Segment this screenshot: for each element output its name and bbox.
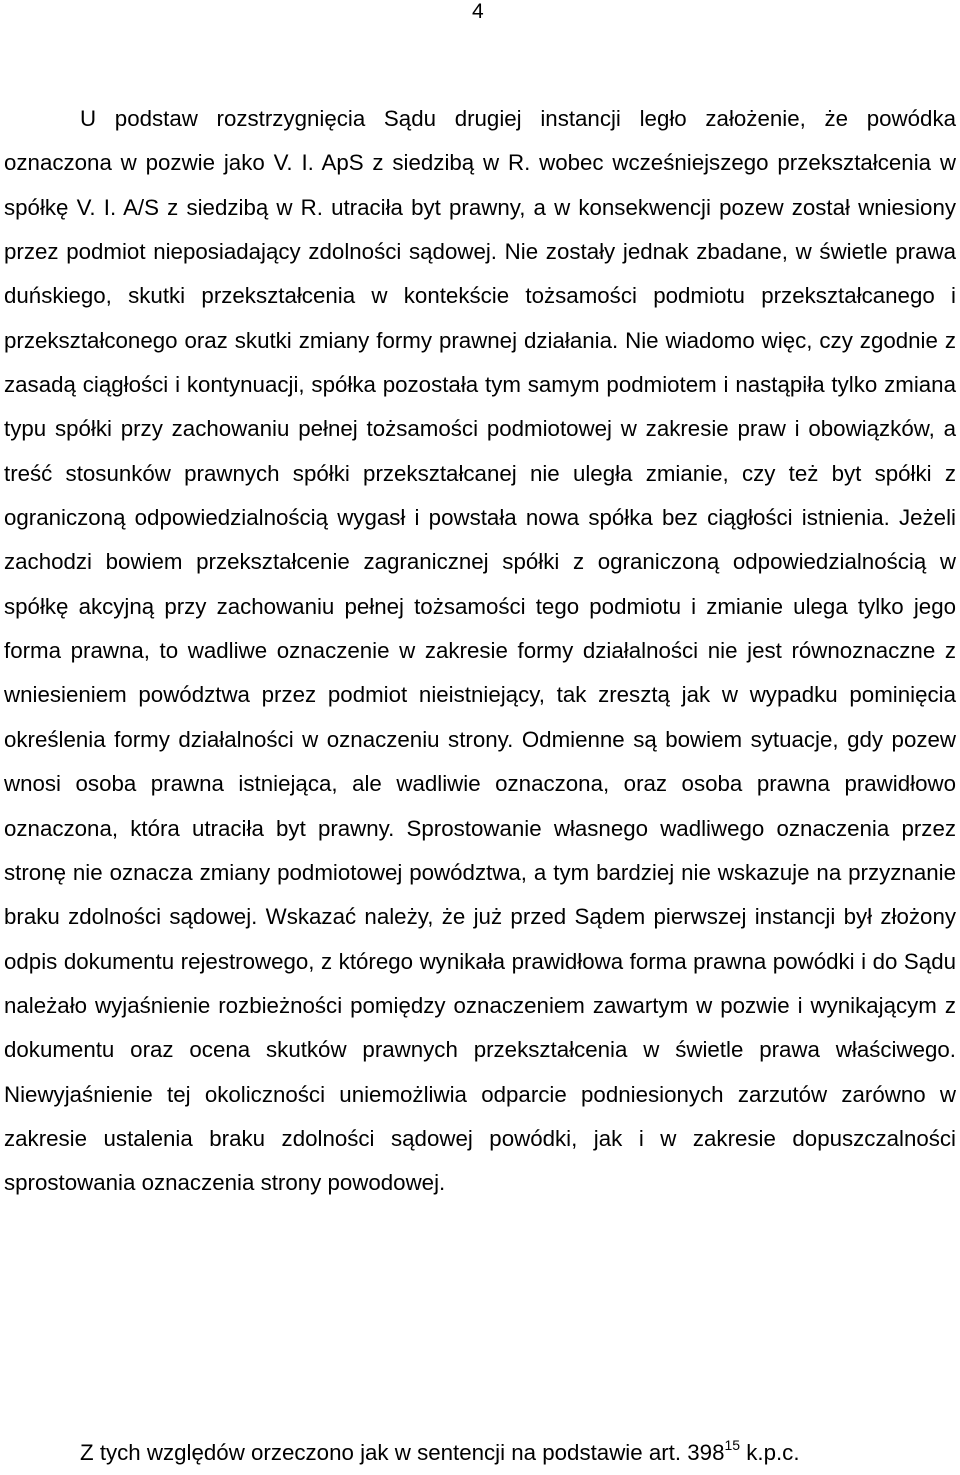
article-superscript: 15	[724, 1436, 741, 1453]
conclusion-text: Z tych względów orzeczono jak w sentencji na podstawie art. 398	[80, 1440, 725, 1465]
page-number: 4	[472, 0, 484, 23]
body-paragraph: U podstaw rozstrzygnięcia Sądu drugiej instancji legło założenie, że powódka oznaczona w pozwie jako V. I. ApS z siedzibą w R. wobec wcześniejszego przekształcenia w spółkę V. I. A/S z siedzibą w R. utraciła byt prawny, a w konsekwencji pozew został wniesiony przez podmiot nieposiadający zdolności sądowej. Nie zostały jednak zbadane, w świetle prawa duńskiego, skutki przekształcenia w kontekście tożsamości podmiotu przekształcanego i przekształconego oraz skutki zmiany formy prawnej działania. Nie wiadomo więc, czy zgodnie z zasadą ciągłości i kontynuacji, spółka pozostała tym samym podmiotem i nastąpiła tylko zmiana typu spółki przy zachowaniu pełnej tożsamości podmiotowej w zakresie praw i obowiązków, a treść stosunków prawnych spółki przekształcanej nie uległa zmianie, czy też byt spółki z ograniczoną odpowiedzialnością wygasł i powstała nowa spółka bez ciągłości istnienia. Jeżeli zachodzi bowiem przekształcenie zagranicznej spółki z ograniczoną odpowiedzialnością w spółkę akcyjną przy zachowaniu pełnej tożsamości tego podmiotu i zmianie ulega tylko jego forma prawna, to wadliwe oznaczenie w zakresie formy działalności nie jest równoznaczne z wniesieniem powództwa przez podmiot nieistniejący, tak zresztą jak w wypadku pominięcia określenia formy działalności w oznaczeniu strony. Odmienne są bowiem sytuacje, gdy pozew wnosi osoba prawna istniejąca, ale wadliwie oznaczona, oraz osoba prawna prawidłowo oznaczona, która utraciła byt prawny. Sprostowanie własnego wadliwego oznaczenia przez stronę nie oznacza zmiany podmiotowej powództwa, a tym bardziej nie wskazuje na przyznanie braku zdolności sądowej. Wskazać należy, że już przed Sądem pierwszej instancji był złożony odpis dokumentu rejestrowego, z którego wynikała prawidłowa forma prawna powódki i do Sądu należało wyjaśnienie rozbieżności pomiędzy oznaczeniem zawartym w pozwie i wynikającym z dokumentu oraz ocena skutków prawnych przekształcenia w świetle prawa właściwego. Niewyjaśnienie tej okoliczności uniemożliwia odparcie podniesionych zarzutów zarówno w zakresie ustalenia braku zdolności sądowej powódki, jak i w zakresie dopuszczalności sprostowania oznaczenia strony powodowej.	[4, 106, 956, 1196]
conclusion-paragraph	[80, 1438, 800, 1468]
conclusion-suffix: k.p.c.	[740, 1440, 800, 1465]
